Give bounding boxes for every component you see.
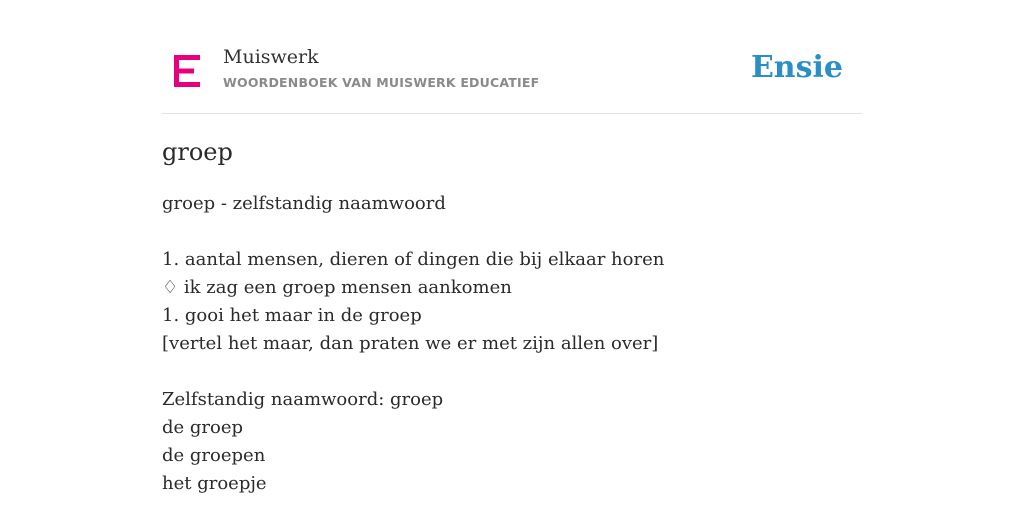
ensie-brand-link[interactable]: Ensie [750,50,843,85]
definition-line: 1. aantal mensen, dieren of dingen die bij elkaar horen [162,249,665,270]
logo-e-shape [174,55,200,87]
site-header [162,0,862,114]
muiswerk-logo-icon[interactable] [174,55,200,87]
forms-heading: Zelfstandig naamwoord: groep [162,389,444,410]
spacer [162,358,664,386]
idiom-meaning-line: [vertel het maar, dan praten we er met zijn allen over] [162,333,659,354]
entry-title: groep [162,138,233,166]
spacer [162,218,664,246]
site-name[interactable]: Muiswerk [223,46,319,68]
form-item: het groepje [162,473,267,494]
site-subtitle: WOORDENBOEK VAN MUISWERK EDUCATIEF [223,75,540,90]
example-line: ♢ ik zag een groep mensen aankomen [162,277,512,298]
form-item: de groep [162,417,244,438]
page-container [162,0,862,494]
part-of-speech-line: groep - zelfstandig naamwoord [162,193,446,214]
idiom-line: 1. gooi het maar in de groep [162,305,422,326]
form-item: de groepen [162,445,266,466]
entry-body [162,190,664,498]
